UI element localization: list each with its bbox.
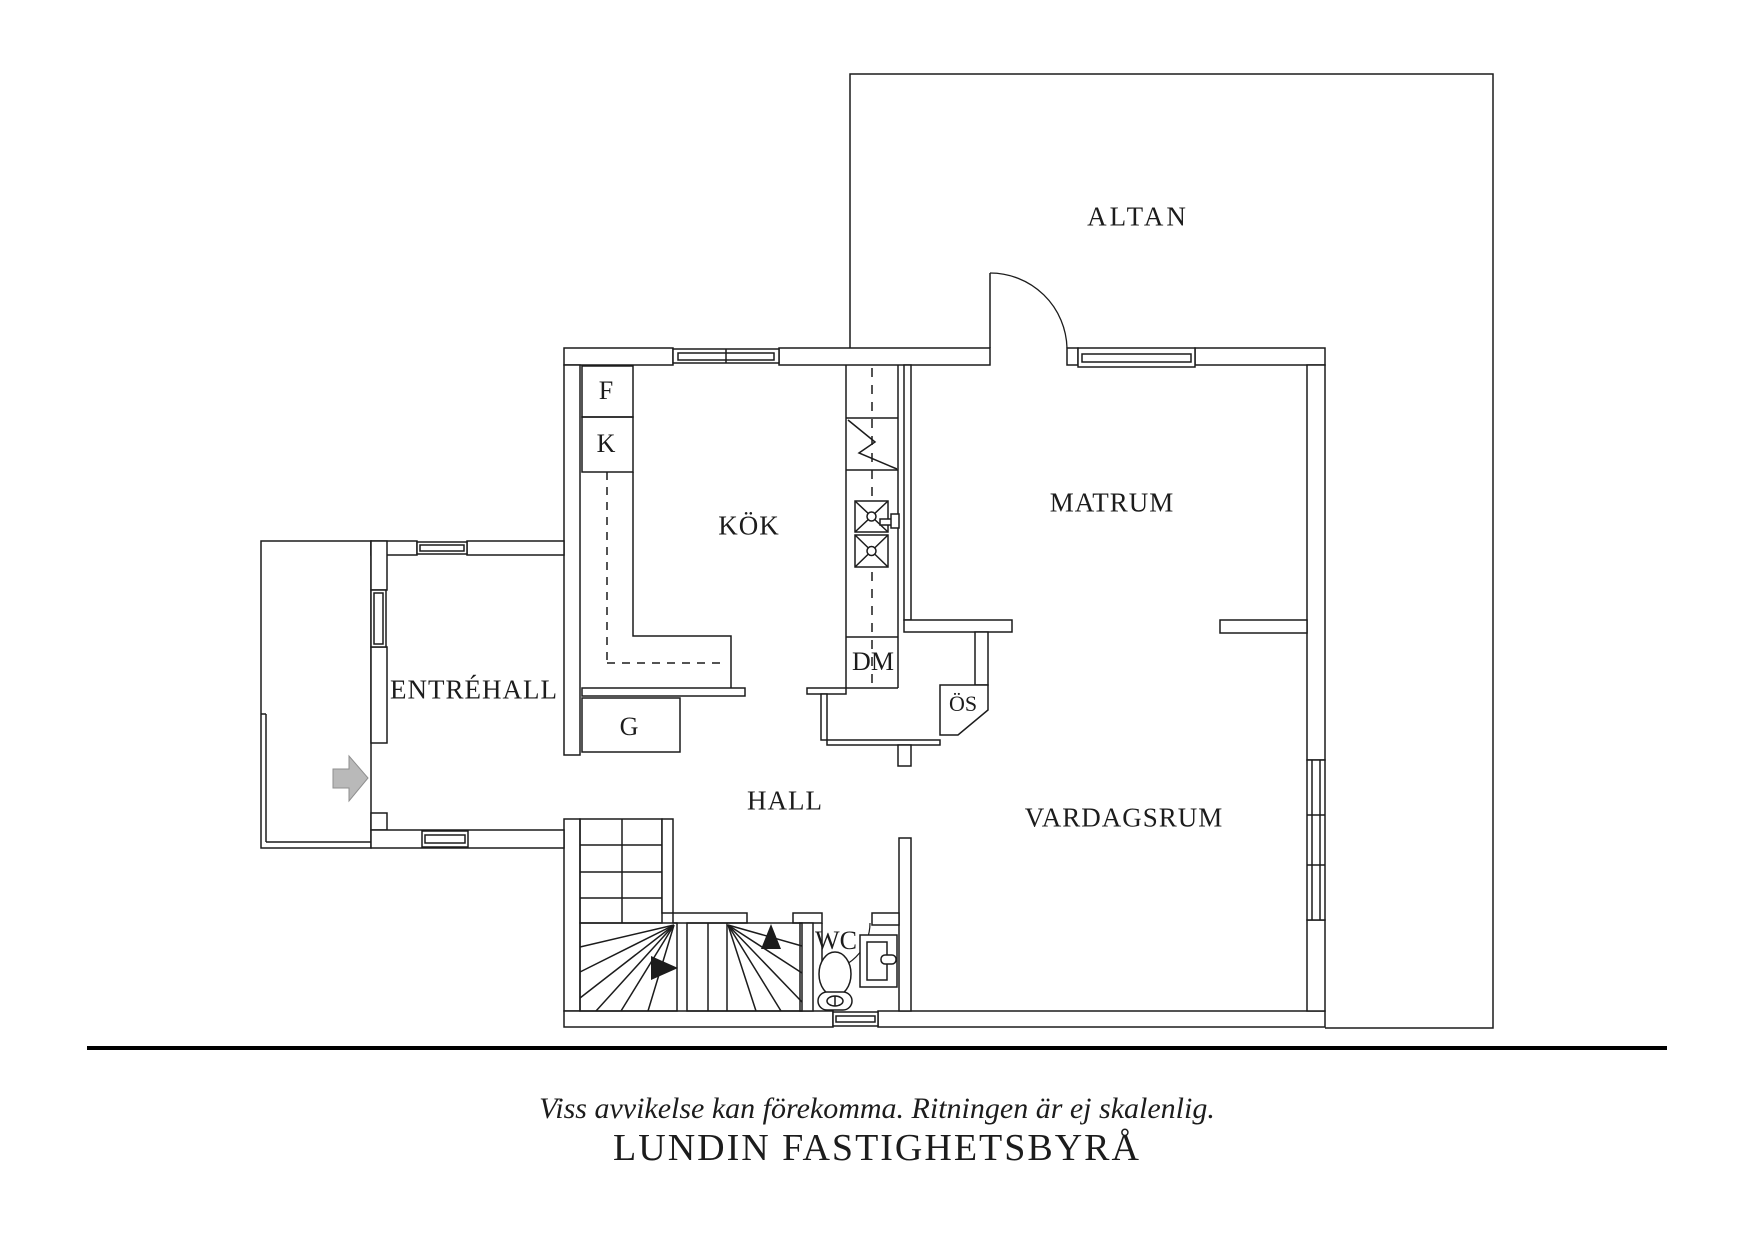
stair-direction-right-arrow-icon [651,956,678,980]
footer-rule [87,1046,1667,1050]
kitchen-cabinets [582,366,745,752]
matrum-window [1078,348,1195,367]
room-label-altan: ALTAN [1087,201,1189,232]
fixture-label-fridge: F [598,376,614,405]
footer-brand: LUNDIN FASTIGHETSBYRÅ [613,1127,1141,1169]
fixture-label-wardrobe: G [619,712,639,741]
room-label-matrum: MATRUM [1049,487,1175,518]
sink-symbol [855,501,899,567]
stair-direction-up-arrow-icon [761,924,781,949]
room-label-vardagsrum: VARDAGSRUM [1024,802,1224,833]
entrehall-south-window [422,831,468,847]
room-label-kok: KÖK [718,510,780,541]
room-label-entrehall: ENTRÉHALL [390,674,558,705]
room-label-hall: HALL [747,785,823,816]
vardagsrum-window [1307,760,1325,920]
fixture-label-freezer: K [596,429,616,458]
kitchen-island [846,365,899,688]
toilet-icon [818,952,852,1010]
faucet-icon [880,519,892,525]
entry-arrow-icon [333,756,368,801]
washbasin-icon [860,935,897,987]
entrehall-west-window [371,590,386,647]
entrehall-north-window [417,542,467,554]
altan-door [990,273,1067,348]
entry-porch [261,541,371,848]
fixture-label-dishwasher: DM [852,647,894,676]
footer-disclaimer: Viss avvikelse kan förekomma. Ritningen är ej skalenlig. [539,1092,1215,1125]
fixture-label-fireplace: ÖS [948,691,978,716]
stairs [580,819,802,1011]
wc-window [833,1012,878,1026]
kok-window [673,349,779,363]
room-label-wc: WC [815,926,857,955]
